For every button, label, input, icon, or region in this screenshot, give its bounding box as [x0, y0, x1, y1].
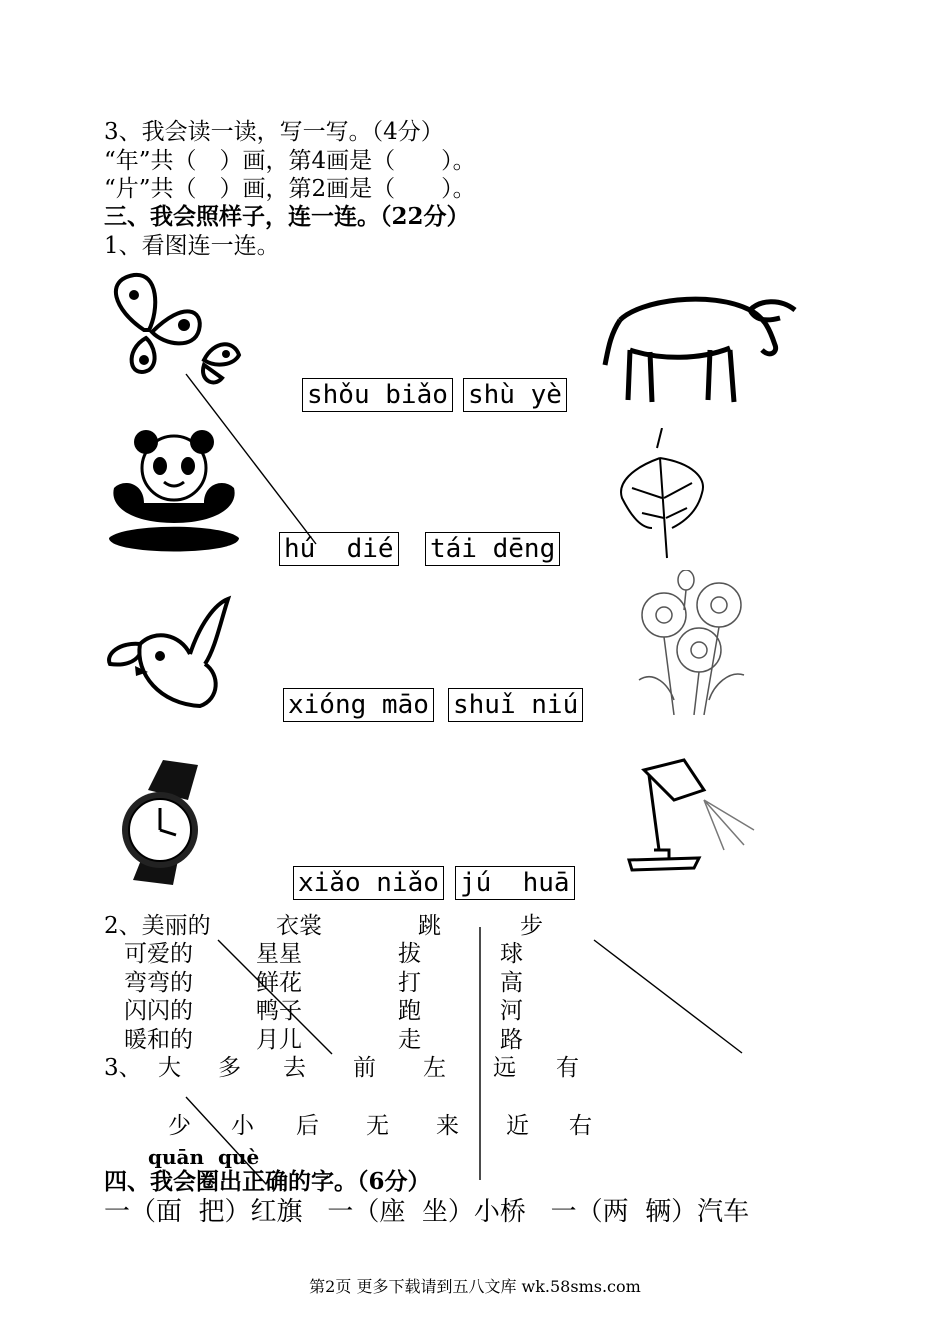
question-line-nian: “年”共（ ）画，第4画是（ ）。: [104, 148, 476, 174]
subquestion-title: 1、看图连一连。: [104, 233, 280, 259]
opposite-top-6: 远: [493, 1055, 516, 1081]
pinyin-box-hudie: hú dié: [279, 532, 399, 566]
match-row-1-noun: 衣裳: [276, 913, 322, 939]
water-buffalo-picture: [600, 280, 800, 410]
pinyin-box-juhua: jú huā: [455, 866, 575, 900]
pinyin-box-xiongmao: xióng māo: [283, 688, 434, 722]
match-row-2-adj: 可爱的: [124, 941, 193, 967]
question-title: 3、我会读一读，写一写。（4分）: [104, 119, 444, 145]
section-four-pinyin: quān què: [148, 1145, 260, 1169]
section-heading-three: 三、我会照样子，连一连。（22分）: [104, 203, 470, 230]
opposite-top-1: 大: [158, 1055, 181, 1081]
panda-picture: [104, 428, 244, 563]
opposite-bottom-4: 无: [366, 1113, 389, 1139]
question-line-pian: “片”共（ ）画，第2画是（ ）。: [104, 176, 476, 202]
opposite-bottom-1: 少: [168, 1113, 191, 1139]
match-row-4-adj: 闪闪的: [124, 998, 193, 1024]
match-row-3-adj: 弯弯的: [124, 970, 193, 996]
opposite-top-7: 有: [556, 1055, 579, 1081]
match-row-2-object: 球: [500, 941, 523, 967]
section-heading-four: 四、我会圈出正确的字。（6分）: [104, 1168, 431, 1195]
pinyin-box-xiaoniao: xiǎo niǎo: [293, 866, 444, 900]
opposite-bottom-6: 近: [506, 1113, 529, 1139]
pinyin-box-shoubiao: shǒu biǎo: [302, 378, 453, 412]
opposite-bottom-3: 后: [296, 1113, 319, 1139]
wristwatch-picture: [118, 760, 208, 885]
pinyin-box-shuye: shù yè: [463, 378, 567, 412]
match-row-5-verb: 走: [398, 1027, 421, 1053]
bird-picture: [100, 594, 240, 714]
match-row-3-noun: 鲜花: [256, 970, 302, 996]
pinyin-box-shuiniu: shuǐ niú: [448, 688, 583, 722]
desk-lamp-picture: [624, 740, 762, 895]
match-row-4-noun: 鸭子: [256, 998, 302, 1024]
match-row-2-noun: 星星: [256, 941, 302, 967]
match-row-1-object: 步: [520, 913, 543, 939]
butterfly-picture: [104, 270, 254, 400]
match-row-4-object: 河: [500, 998, 523, 1024]
opposite-bottom-2: 小: [231, 1113, 254, 1139]
opposite-bottom-5: 来: [436, 1113, 459, 1139]
opposite-top-3: 去: [283, 1055, 306, 1081]
match-row-5-object: 路: [500, 1027, 523, 1053]
match-row-2-verb: 拔: [398, 941, 421, 967]
chrysanthemum-picture: [634, 570, 759, 715]
circle-word-line: 一（面 把）红旗 一（座 坐）小桥 一（两 辆）汽车: [104, 1197, 750, 1227]
match-row-3-object: 高: [500, 970, 523, 996]
match-row-5-adj: 暖和的: [124, 1027, 193, 1053]
match-row-5-noun: 月儿: [256, 1027, 302, 1053]
opposite-top-2: 多: [218, 1055, 241, 1081]
opposite-top-4: 前: [353, 1055, 376, 1081]
pinyin-box-taideng: tái dēng: [425, 532, 560, 566]
opposite-top-5: 左: [423, 1055, 446, 1081]
opposites-label: 3、: [104, 1055, 142, 1081]
match-row-1-adj: 2、美丽的: [104, 913, 211, 939]
leaf-picture: [612, 428, 712, 563]
example-line-verb-object: [594, 940, 742, 1053]
match-row-4-verb: 跑: [398, 998, 421, 1024]
match-row-1-verb: 跳: [418, 913, 441, 939]
match-row-3-verb: 打: [398, 970, 421, 996]
opposite-bottom-7: 右: [569, 1113, 592, 1139]
page-footer: 第2页 更多下载请到五八文库 wk.58sms.com: [309, 1277, 641, 1296]
